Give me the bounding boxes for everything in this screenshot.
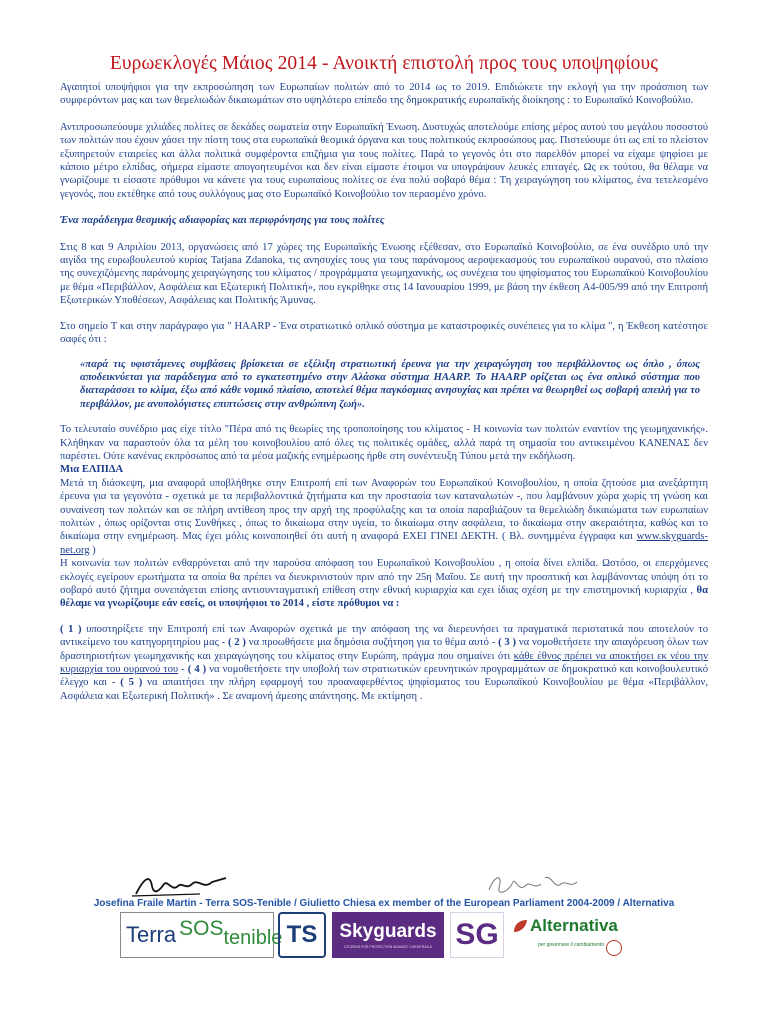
skyguards-tagline: CITIZENS FOR PROTECTION AGAINST CHEMTRAILS — [344, 945, 432, 949]
signature-chiesa — [485, 870, 580, 900]
demand-number-2: ( 2 ) — [227, 637, 246, 649]
alternativa-word: Alternativa — [530, 916, 618, 935]
signature-josefina — [130, 872, 230, 900]
paragraph-last-conference: Το τελευταίο συνέδριο μας είχε τίτλο "Πέρα από τις θεωρίες της τροποποίησης του κλίματος - Η κοινωνία των πολιτών εναντίον της γεωμηχανικής». Κλήθηκαν να παραστούν όλα τα μέλη του κοινοβουλίου από όλες τις πολιτικές ομάδες, αλλά παρά τη σημασία του αντικειμένου ΚΑΝΕΝΑΣ δεν παρέστει. Ούτε κανένας εκπρόσωπος από τα μέσα μαζικής ενημέρωσης ήρθε στη συνέντευξη Τύπου μετά την εκδήλωση. — [60, 424, 708, 462]
sovereignty-underlined: κάθε έθνος πρέπει να αποκτήσει εκ νέου την κυριαρχία του ουρανού του — [60, 650, 708, 676]
skyguards-word: Skyguards — [339, 921, 437, 942]
civil-society-text: Η κοινωνία των πολιτών ενθαρρύνεται από την παρούσα απόφαση του Ευρωπαϊκού Κοινοβουλίου , η οποία δίνει ελπίδα. Ωστόσο, οι επερχόμενες εκλογές εγείρουν ερωτήματα τα οποία θα πρέπει να διευκρινιστούν πριν από την 25η Μαΐου. Σε αυτή την προοπτική και λαμβάνοντας υπόψη ότι το σοβαρό αυτό ζήτημα συνεπάγεται επίσης αντισυνταγματική επίθεση στην εθνική κυριαρχία και εχει ίδιας σχέση με την επιστημονική κυριαρχία , — [60, 558, 708, 596]
logo-strip — [120, 912, 660, 958]
alternativa-logo — [512, 912, 632, 958]
demand-text-2: να προωθήσετε μια δημόσια συζήτηση για το θέμα αυτό - — [245, 637, 499, 649]
paragraph-haarp-point: Στο σημείο Τ και στην παράγραφο για " HAARP - Ένα στρατιωτικό οπλικό σύστημα με καταστροφικές συνέπειες για το κλίμα ", η Έκθεση κατέστησε σαφές ότι : — [60, 320, 708, 346]
demand-separator: - — [178, 664, 188, 676]
section-heading: Ένα παράδειγμα θεσμικής αδιαφορίας και περιφρόνησης για τους πολίτες — [60, 215, 385, 227]
sg-logo: SG — [450, 912, 504, 958]
demand-number-3: ( 3 ) — [498, 637, 517, 649]
paragraph-civil-society — [60, 557, 708, 611]
demand-number-5: ( 5 ) — [120, 677, 143, 689]
demand-number-4: ( 4 ) — [187, 664, 207, 676]
skyguards-link[interactable]: www.skyguards-net.org — [60, 531, 708, 556]
petition-text: Μετά τη διάσκεψη, μια αναφορά υποβλήθηκε στην Επιτροπή επί των Αναφορών του Ευρωπαϊκού Κοινοβουλίου, η οποία ζητούσε μια ανεξάρτητη έρευνα για τα γεγονότα - σχετικά με τα περιβαλλοντικά ζητήματα και την προστασία των καταναλωτών -, που λαμβάνουν χώρα χωρίς τη γνώση και συναίνεση των πολιτών και σε πλήρη αντίθεση προς την αρχή της προφύλαξης και τα οποία παραβιάζουν τα θεμελιώδη δικαιώματα των ευρωπαίων πολιτών , όπως ορίζονται στις Συνθήκες , όπως το δικαίωμα στην υγεία, το δικαίωμα στην ασφάλεια, το δικαίωμα στην ακεραιότητα, καθώς και το δικαίωμα στην ενημέρωση. Μας έχει μόλις κοινοποιηθεί ότι αυτή η αναφορά ΕΧΕΙ ΓΙΝΕΙ ΔΕΚΤΗ. ( Βλ. συνημμένα έγγραφα και — [60, 477, 708, 543]
paragraph-intro: Αγαπητοί υποψήφιοι για την εκπροσώπηση των Ευρωπαίων πολιτών από το 2014 ως το 2019. Επιδιώκετε την εκλογή για την προάσπιση των συμφερόντων μας και των θεμελιωδών δικαιωμάτων στο υψηλότερο επίπεδο της δημοκρατικής ευρωπαϊκής διοίκησης : το Ευρωπαϊκό Κοινοβούλιο. — [60, 82, 708, 107]
page-title: Ευρωεκλογές Μάιος 2014 - Ανοικτή επιστολή προς τους υποψηφίους — [109, 53, 659, 75]
demand-text-5: να απαιτήσει την πλήρη εφαρμογή του προαναφερθέντος ψηφίσματος του Ευρωπαϊκού Κοινοβουλίου με θέμα «Περιβάλλον, Ασφάλεια και Εξωτερική Πολιτική» . Σε αναμονή άμεσης απάντησης. Με εκτίμηση . — [60, 677, 708, 702]
hope-heading: Μια ΕΛΠΙΔΑ — [60, 464, 124, 476]
demand-number-1: ( 1 ) — [60, 623, 82, 635]
terra-sostenible-logo — [120, 912, 283, 958]
letter-body — [60, 81, 708, 703]
alternativa-leaf-icon — [512, 918, 528, 934]
question-emphasis: θα θέλαμε να γνωρίζουμε εάν εσείς, οι υποψήφιοι το 2014 , είστε πρόθυμοι να : — [60, 585, 708, 610]
paragraph-representation: Αντιπροσωπεύουμε χιλιάδες πολίτες σε δεκάδες σωματεία στην Ευρωπαϊκή Ένωση. Δυστυχώς αποτελούμε επίσης μέρος αυτού του μεγάλου ποσοστού των πολιτών που έχουν χάσει την πίστη τους στα ευρωπαϊκά θεσμικά όργανα και τους πολιτικούς εκπροσώπους μας. Πιστεύουμε ότι ως επί το πλείστον εξυπηρετούν εταιρείες και άλλα πολιτικά συμφέροντα επιζήμια για τους πολίτες. Παρά το γεγονός ότι στο παρελθόν μπορεί να είχαμε ψηφίσει με κάποιο μέτρο ελπίδας, σήμερα είμαστε απογοητευμένοι και δεν είναι είμαστε έτοιμοι να υπογράψουν λευκές επιταγές. Ως εκ τούτου, θα θέλαμε να γνωρίζουμε τι είσαστε πρόθυμοι να κάνετε για τους ευρωπαίους πολίτες σε ένα πολύ σοβαρό θέμα : Τη χειραγώγηση του κλίματος, ένα τετελεσμένο γεγονός, που εκτέθηκε από τους συλλόγους μας στο Ευρωπαϊκό Κοινοβούλιο τον περασμένο χρόνο. — [60, 121, 708, 200]
petition-text-end: ) — [89, 544, 96, 556]
demand-text-3: να νομοθετήσετε την απαγόρευση όλων των δραστηριοτήτων γεωμηχανικής και χειραγώγησης του κλίματος στην Ευρώπη, πράγμα που σημαίνει ότι — [60, 637, 708, 662]
signature-row — [60, 870, 708, 900]
paragraph-petition — [60, 477, 708, 557]
alternativa-circle-icon — [606, 940, 622, 956]
signatories: Josefina Fraile Martin - Terra SOS-Tenible / Giulietto Chiesa ex member of the European Parliament 2004-2009 / Alternativa — [93, 898, 675, 909]
demand-text-4: να νομοθετήσετε την υποβολή των στρατιωτικών ερευνητικών προγραμμάτων σε δημοκρατικό και κοινοβουλευτικό έλεγχο και - — [60, 664, 708, 689]
alternativa-subtitle: per governare il cambiamento — [538, 942, 605, 948]
tenible-word: tenible — [223, 926, 283, 949]
demand-text-1: υποστηρίξετε την Επιτροπή επί των Αναφορών σχετικά με την απόφαση της να διερευνήσει τα πραγματικά περιστατικά που αποτελούν το αντικείμενο του κατηγορητηρίου μας - — [60, 623, 708, 649]
report-quote: «παρά τις υφιστάμενες συμβάσεις βρίσκεται σε εξέλιξη στρατιωτική έρευνα για την χειραγώγηση του περιβάλλοντος ως όπλο , όπως αποδεικνύεται για παράδειγμα από το εγκατεστημένο στην Αλάσκα σύστημα HAARP. Το HAARP ορίζεται ως ένα οπλικό σύστημα που διαταράσσει το κλίμα, έξω από κάθε νομικό πλαίσιο, αποτελεί θέμα παγκόσμιας ανησυχίας και πρέπει να θεωρηθεί ως σοβαρή απειλή για το περιβάλλον, με ανυπολόγιστες επιπτώσεις στην ανθρώπινη ζωή». — [80, 358, 700, 410]
sos-word: SOS — [179, 917, 224, 940]
paragraph-demands — [60, 623, 708, 703]
ts-logo: TS — [278, 912, 326, 958]
terra-word: Terra — [126, 922, 177, 947]
skyguards-logo — [332, 912, 444, 958]
paragraph-conference: Στις 8 και 9 Απριλίου 2013, οργανώσεις από 17 χώρες της Ευρωπαϊκής Ένωσης εξέθεσαν, στο Ευρωπαϊκό Κοινοβούλιο, σε ένα συνέδριο υπό την αιγίδα της ευρωβουλευτού κυρίας Tatjana Zdanoka, τις ανησυχίες τους για τους παράνομους αεροψεκασμούς του ευρωπαϊκού ουρανού, στο πλαίσιο της συνεχιζόμενης παράνομης χειραγώγησης του κλίματος / προγράμματα γεωμηχανικής, ως συνέχεια του ψηφίσματος του Ευρωπαϊκού Κοινοβουλίου με θέμα «Περιβάλλον, Ασφάλεια και Εξωτερική Πολιτική», που εγκρίθηκε στις 14 Ιανουαρίου 1999, με βάση την έκθεση A4-005/99 από την Επιτροπή Εξωτερικών Υποθέσεων, Ασφάλειας και Πολιτικής Άμυνας. — [60, 241, 708, 307]
